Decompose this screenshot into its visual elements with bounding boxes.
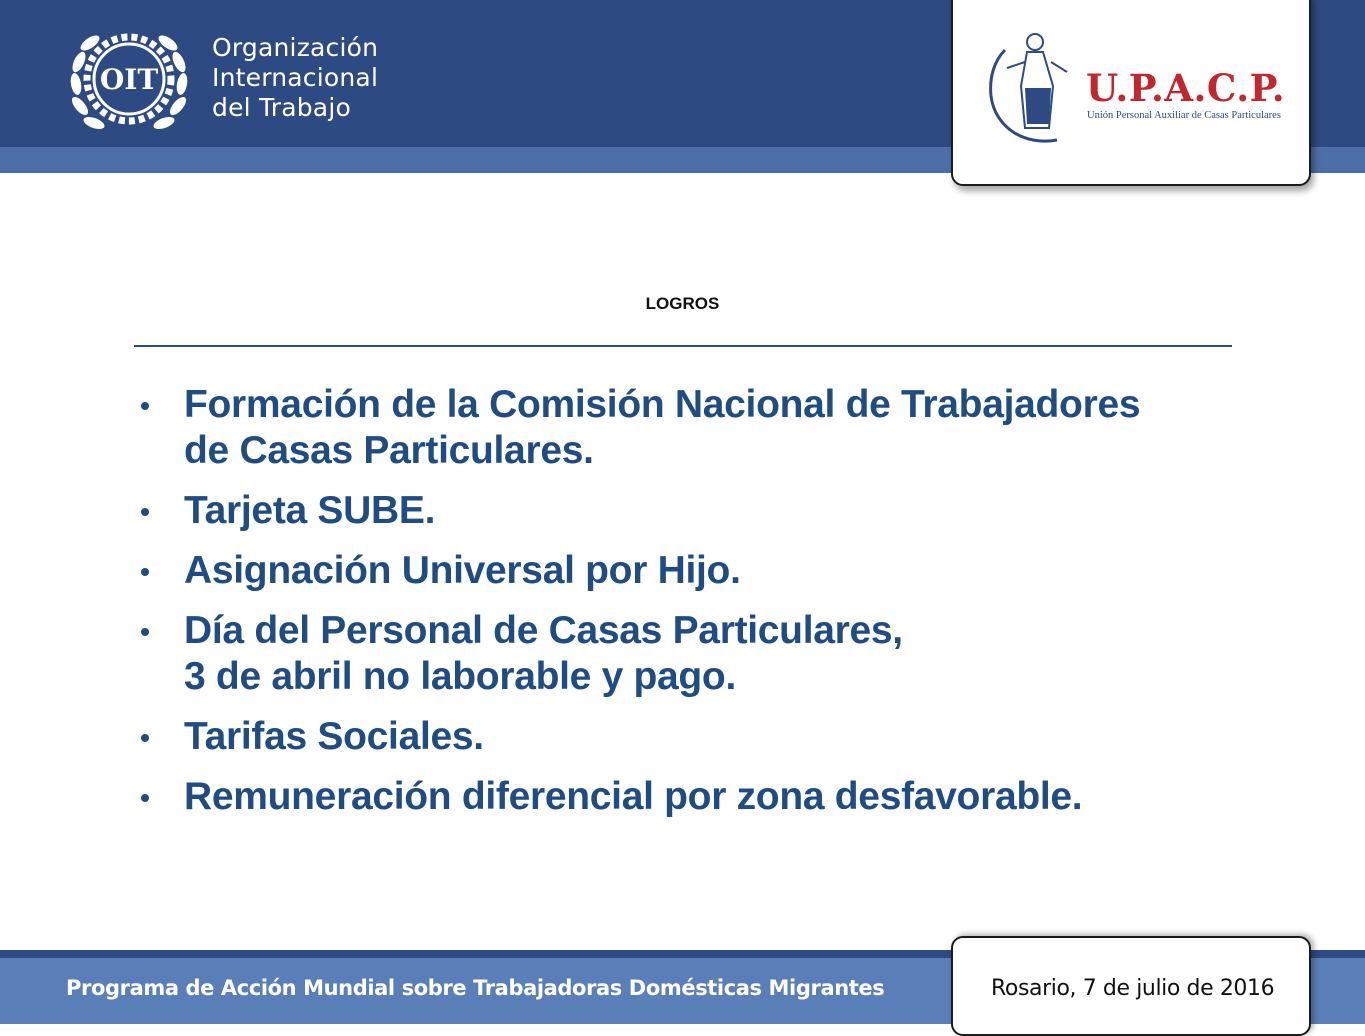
list-item-line1: Tarifas Sociales. (184, 715, 484, 758)
organization-name-line3: del Trabajo (212, 93, 351, 122)
achievements-list (138, 382, 1258, 834)
partner-logo-card (951, 0, 1311, 186)
list-item-line1: Formación de la Comisión Nacional de Trabajadores (184, 383, 1141, 426)
list-item (138, 774, 1258, 820)
bullet-icon (141, 794, 149, 802)
partner-logo-subtitle: Unión Personal Auxiliar de Casas Particulares (1087, 110, 1281, 121)
list-item (138, 382, 1258, 474)
domestic-worker-figure-icon (985, 28, 1085, 156)
title-divider (134, 345, 1232, 347)
organization-name-line1: Organización (212, 33, 379, 62)
section-title: LOGROS (645, 294, 720, 313)
partner-logo-title: U.P.A.C.P. (1086, 66, 1286, 110)
list-item-line1: Remuneración diferencial por zona desfavorable. (184, 775, 1083, 818)
list-item-line2: 3 de abril no laborable y pago. (184, 655, 736, 698)
organization-name (212, 33, 378, 123)
list-item (138, 608, 1258, 700)
list-item-line2: de Casas Particulares. (184, 429, 594, 472)
list-item (138, 548, 1258, 594)
bullet-icon (141, 568, 149, 576)
organization-name-line2: Internacional (212, 63, 379, 92)
bullet-icon (141, 734, 149, 742)
list-item (138, 714, 1258, 760)
bullet-icon (141, 508, 149, 516)
bullet-icon (141, 628, 149, 636)
footer-date: Rosario, 7 de julio de 2016 (991, 976, 1275, 1001)
list-item-line1: Asignación Universal por Hijo. (184, 549, 741, 592)
footer-program-title: Programa de Acción Mundial sobre Trabajadoras Domésticas Migrantes (66, 976, 885, 1000)
oit-emblem-icon (62, 22, 196, 136)
list-item (138, 488, 1258, 534)
oit-monogram: OIT (99, 63, 159, 96)
date-card (951, 936, 1311, 1036)
list-item-line1: Día del Personal de Casas Particulares, (184, 609, 903, 652)
bullet-icon (141, 402, 149, 410)
list-item-line1: Tarjeta SUBE. (184, 489, 436, 532)
